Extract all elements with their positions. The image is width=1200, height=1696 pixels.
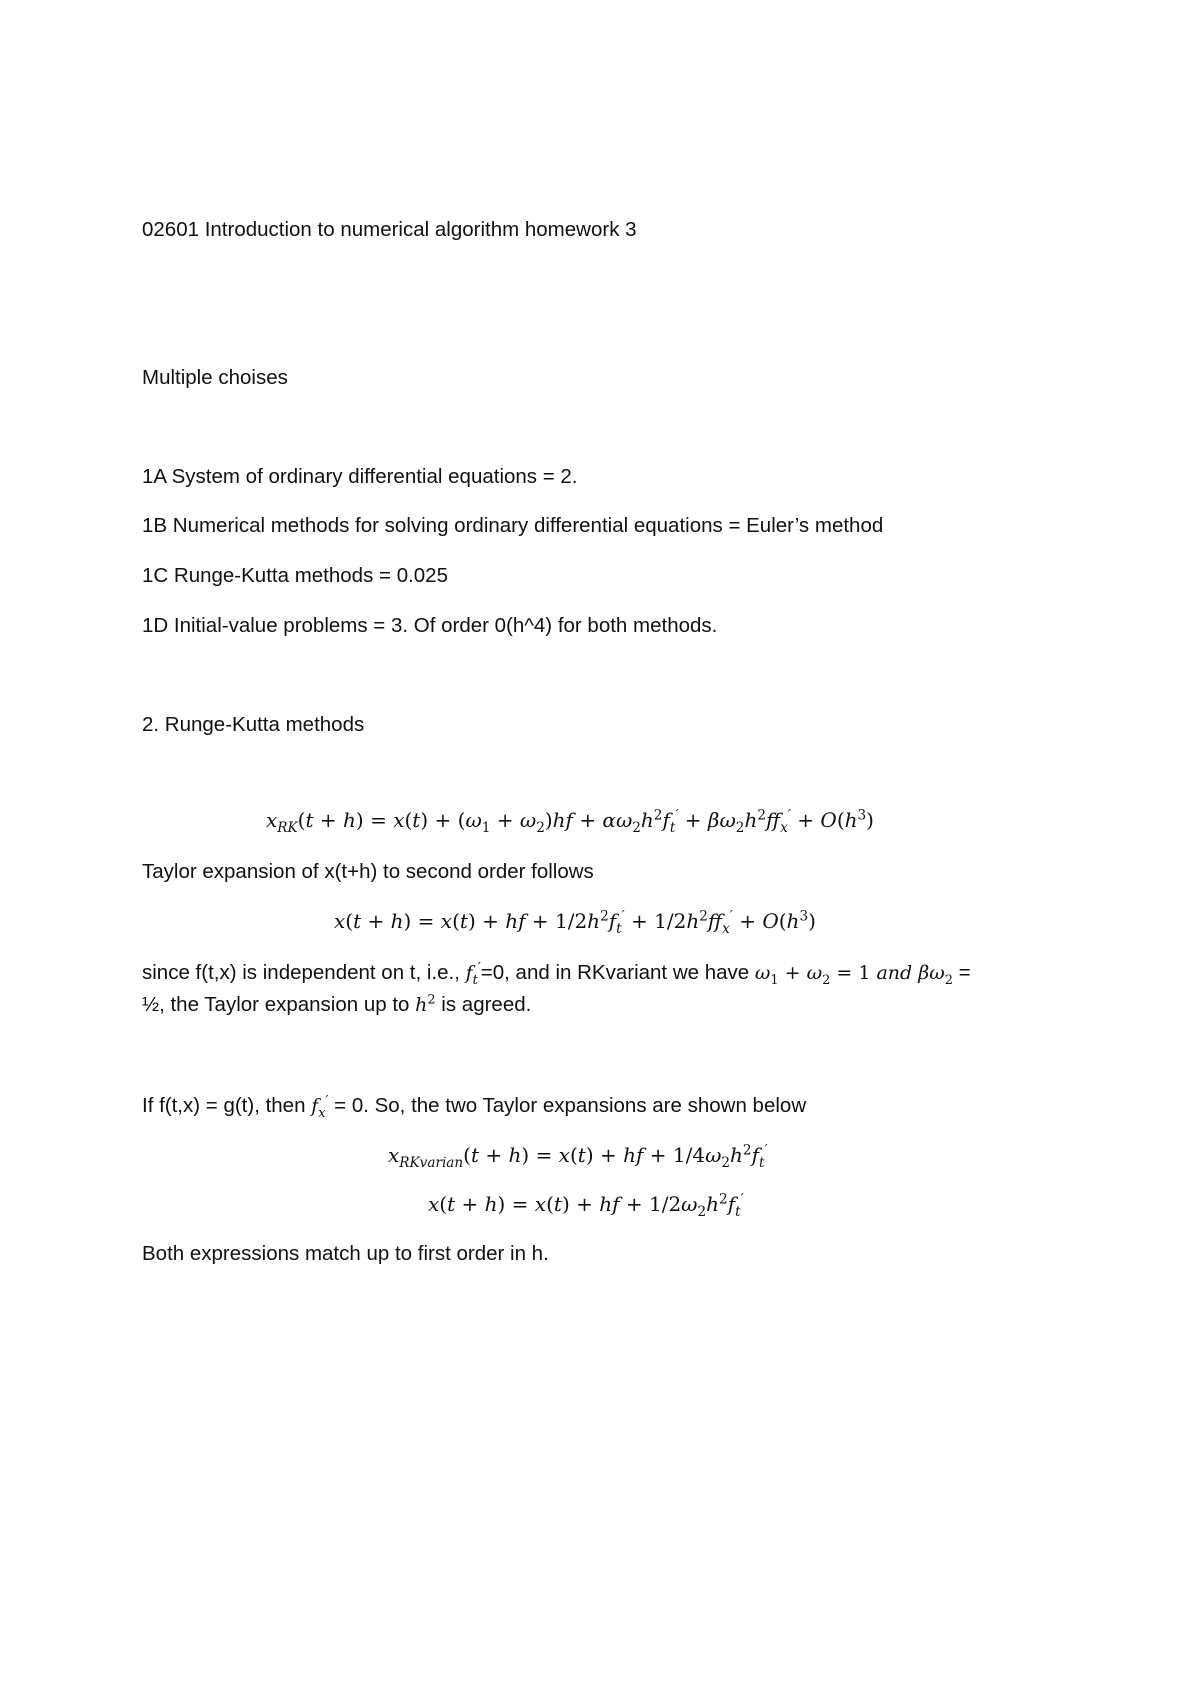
taylor-intro-text: Taylor expansion of x(t+h) to second order follows bbox=[142, 860, 594, 883]
answer-1d: 1D Initial-value problems = 3. Of order 0(h^4) for both methods. bbox=[142, 614, 718, 637]
equation-taylor-second-order: x(t + h) = x(t) + hf + $1/2h^2f_t' + 1/2h^2ff_x' + O(h^3)$ bbox=[334, 908, 816, 937]
section-heading-multiple-choice: Multiple choises bbox=[142, 366, 288, 389]
math-h-squared: $h^2$ bbox=[415, 992, 436, 1016]
equation-rk-variant: $x_{RKvarian}(t + h) = x(t)$ + hf + $1/4\omega_2h^2f_t'$ bbox=[388, 1142, 768, 1171]
math-ft-prime: $f_t'$ bbox=[465, 960, 481, 988]
section-heading-runge-kutta: 2. Runge-Kutta methods bbox=[142, 713, 365, 736]
independence-paragraph-line2: ½, the Taylor expansion up to $h^2$ is agreed. bbox=[142, 992, 532, 1016]
document-title: 02601 Introduction to numerical algorithm homework 3 bbox=[142, 218, 637, 241]
answer-1c: 1C Runge-Kutta methods = 0.025 bbox=[142, 564, 448, 587]
math-omega-beta-condition: $\omega_1 + \omega_2 = 1$ and $\beta\omega_2$ bbox=[754, 962, 953, 988]
answer-1a: 1A System of ordinary differential equations = 2. bbox=[142, 465, 578, 488]
math-fx-prime: $f_x'$ bbox=[311, 1093, 329, 1121]
independence-paragraph-line1: since f(t,x) is independent on t, i.e., $f_t'=0$, and in RKvariant we have $\omega_1 + \omega_2 = 1$ and $\beta\omega_2$ = bbox=[142, 960, 971, 988]
equation-rk-expansion: $x_{RK}(t + h) = x(t) + (\omega_1 + \omega_2)hf + \alpha\omega_2h^2f_t' + \beta\omega_2h^2ff_x' + O(h^3)$ bbox=[266, 807, 874, 836]
answer-1b: 1B Numerical methods for solving ordinary differential equations = Euler’s method bbox=[142, 514, 884, 537]
if-g-of-t-paragraph: If f(t,x) = g(t), then $f_x' = 0$. So, the two Taylor expansions are shown below bbox=[142, 1093, 807, 1121]
conclusion-text: Both expressions match up to first order in h. bbox=[142, 1242, 549, 1265]
equation-taylor-variant: x(t + h) = x(t) + hf + $1/2\omega_2h^2f_t'$ bbox=[428, 1191, 744, 1220]
